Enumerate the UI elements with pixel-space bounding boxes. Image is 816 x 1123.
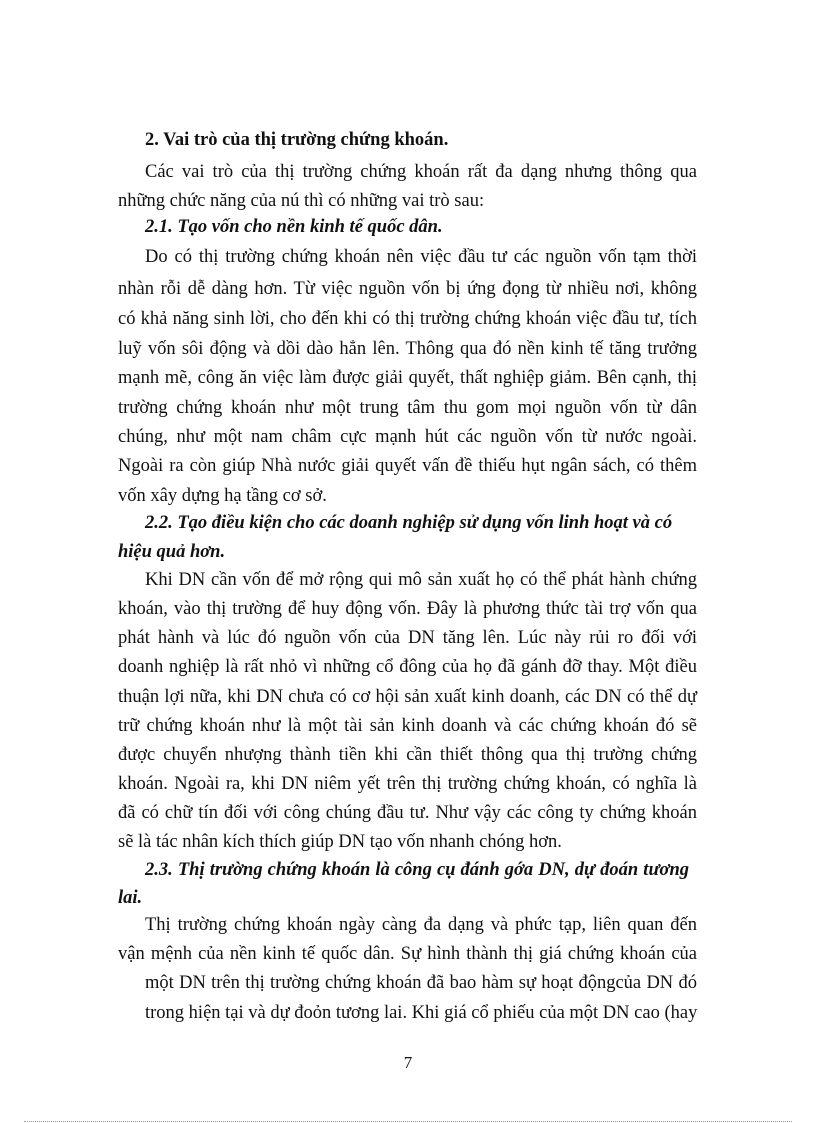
paragraph-line: phát hành và lúc đó nguồn vốn của DN tăng lên. Lúc này rủi ro đối với	[118, 628, 697, 648]
paragraph-line: có khả năng sinh lời, cho đến khi có thị trường chứng khoán việc đầu tư, tích	[118, 309, 697, 329]
section-heading: 2. Vai trò của thị trường chứng khoán.	[145, 130, 449, 150]
paragraph-line: vốn xây dựng hạ tầng cơ sở.	[118, 486, 327, 506]
subsection-heading: 2.1. Tạo vốn cho nền kinh tế quốc dân.	[145, 217, 443, 237]
paragraph-line: được chuyển nhượng thành tiền khi cần thiết thông qua thị trường chứng	[118, 745, 697, 765]
paragraph-line: Ngoài ra còn giúp Nhà nước giải quyết vấn đề thiếu hụt ngân sách, có thêm	[118, 456, 697, 476]
page-number: 7	[403, 1053, 413, 1072]
paragraph-line: doanh nghiệp là rất nhỏ vì những cổ đông của họ đã gánh đỡ thay. Một điều	[118, 657, 697, 677]
paragraph-line: Khi DN cần vốn để mở rộng qui mô sản xuất họ có thể phát hành chứng	[145, 570, 697, 590]
paragraph-line: mạnh mẽ, công ăn việc làm được giải quyết, thất nghiệp giảm. Bên cạnh, thị	[118, 368, 697, 388]
paragraph-line: Các vai trò của thị trường chứng khoán rất đa dạng nhưng thông qua	[145, 162, 697, 182]
subsection-heading: 2.3. Thị trường chứng khoán là công cụ đánh gớa DN, dự đoán tương	[145, 860, 689, 880]
paragraph-line: một DN trên thị trường chứng khoán đã bao hàm sự hoạt độngcủa DN đó	[145, 973, 697, 993]
paragraph-line: những chức năng của nú thì có những vai trò sau:	[118, 191, 485, 211]
paragraph-line: sẽ là tác nhân kích thích giúp DN tạo vốn nhanh chóng hơn.	[118, 832, 562, 852]
paragraph-line: trữ chứng khoán như là một tài sản kinh doanh và các chứng khoán đó sẽ	[118, 716, 697, 736]
paragraph-line: đã có chữ tín đối với công chúng đầu tư. Như vậy các công ty chứng khoán	[118, 803, 697, 823]
subsection-heading: lai.	[118, 888, 143, 908]
paragraph-line: trong hiện tại và dự đoỏn tương lai. Khi giá cổ phiếu của một DN cao (hay	[145, 1003, 698, 1023]
paragraph-line: luỹ vốn sôi động và dồi dào hẳn lên. Thông qua đó nền kinh tế tăng trưởng	[118, 339, 697, 359]
paragraph-line: khoán, vào thị trường để huy động vốn. Đây là phương thức tài trợ vốn qua	[118, 599, 697, 619]
paragraph-line: Do có thị trường chứng khoán nên việc đầu tư các nguồn vốn tạm thời	[145, 247, 697, 267]
paragraph-line: nhàn rỗi dễ dàng hơn. Từ việc nguồn vốn bị ứng đọng từ nhiều nơi, không	[118, 279, 697, 299]
paragraph-line: khoán. Ngoài ra, khi DN niêm yết trên thị trường chứng khoán, có nghĩa là	[118, 774, 697, 794]
paragraph-line: chúng, như một nam châm cực mạnh hút các nguồn vốn từ nước ngoài.	[118, 427, 697, 447]
paragraph-line: vận mệnh của nền kinh tế quốc dân. Sự hình thành thị giá chứng khoán của	[118, 944, 697, 964]
subsection-heading: hiệu quả hơn.	[118, 542, 226, 562]
page-bottom-divider	[24, 1121, 792, 1122]
paragraph-line: Thị trường chứng khoán ngày càng đa dạng và phức tạp, liên quan đến	[145, 915, 697, 935]
paragraph-line: trường chứng khoán như một trung tâm thu gom mọi nguồn vốn từ dân	[118, 398, 697, 418]
paragraph-line: thuận lợi nữa, khi DN chưa có cơ hội sản xuất kinh doanh, các DN có thể dự	[118, 687, 697, 707]
subsection-heading: 2.2. Tạo điều kiện cho các doanh nghiệp sử dụng vốn linh hoạt và có	[145, 513, 673, 533]
